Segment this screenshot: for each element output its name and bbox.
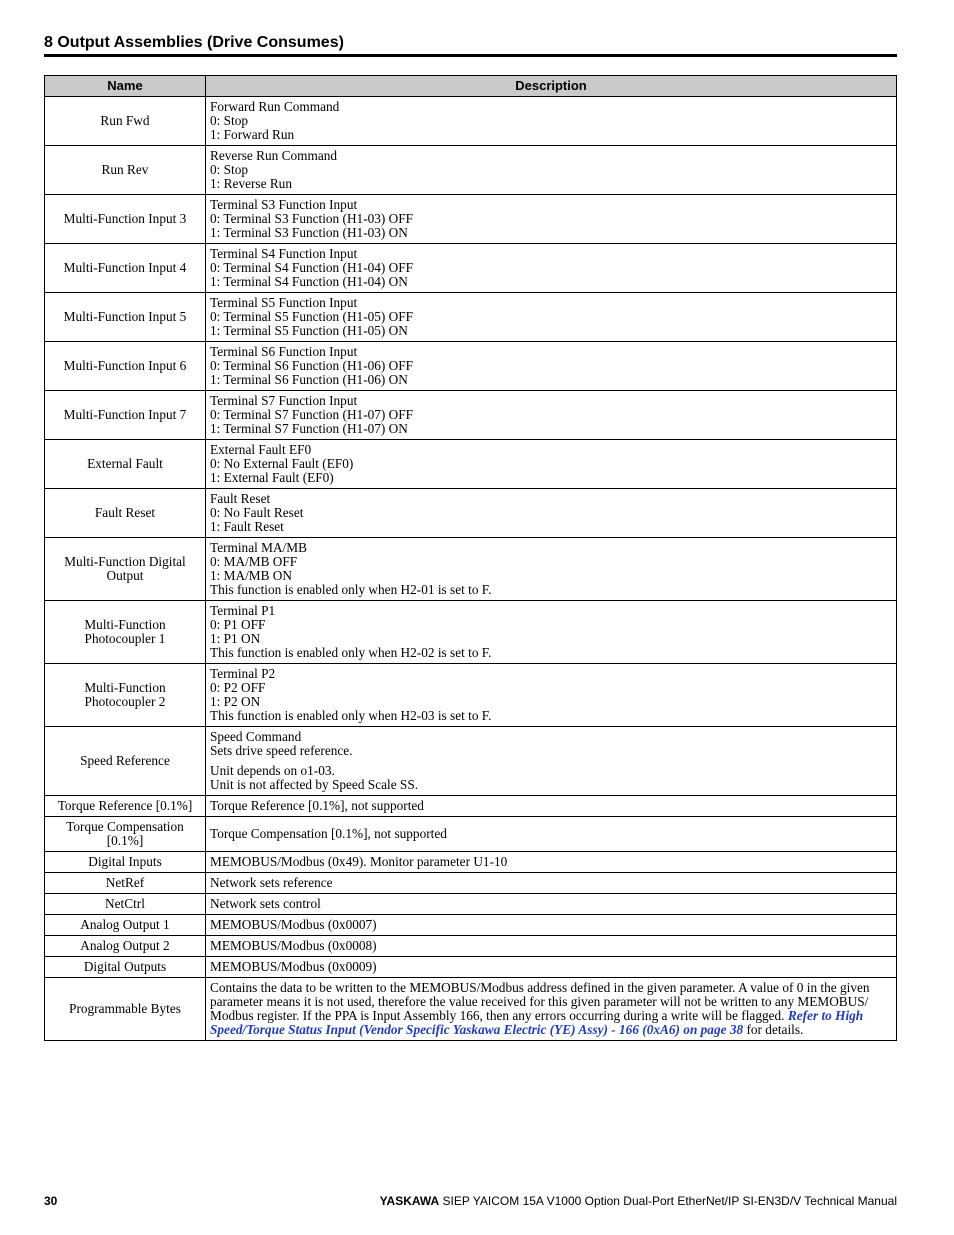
table-row (45, 957, 897, 978)
table-row (45, 244, 897, 293)
row-description-cell (206, 146, 897, 195)
row-name: NetCtrl (105, 895, 145, 911)
row-name: Digital Outputs (83, 958, 167, 974)
description-line: Terminal P2 (210, 665, 276, 681)
description-line: Fault Reset (210, 490, 271, 506)
row-name: Multi-Function Photocoupler 2 (84, 679, 166, 709)
row-description-cell (206, 489, 897, 538)
row-description-cell (206, 293, 897, 342)
row-name-cell (45, 727, 206, 796)
description-line: 0: Terminal S5 Function (H1-05) OFF (210, 308, 414, 324)
row-name-cell (45, 664, 206, 727)
row-name-cell (45, 978, 206, 1041)
row-name-cell (45, 538, 206, 601)
section-title: 8 Output Assemblies (Drive Consumes) (44, 34, 344, 51)
description-line: Unit is not affected by Speed Scale SS. (210, 776, 419, 792)
title-rule (44, 54, 897, 57)
row-name-cell (45, 817, 206, 852)
description-line: 1: P2 ON (210, 693, 261, 709)
description-line: 1: Reverse Run (210, 175, 292, 191)
table-header-row (45, 76, 897, 97)
brand-name: YASKAWA (379, 1194, 440, 1208)
description-line: 0: Terminal S3 Function (H1-03) OFF (210, 210, 414, 226)
description-line: 0: P1 OFF (210, 616, 266, 632)
table-row (45, 538, 897, 601)
row-description-cell (206, 391, 897, 440)
row-description-cell (206, 817, 897, 852)
row-description-cell (206, 957, 897, 978)
table-row (45, 915, 897, 936)
description-line: Terminal MA/MB (210, 539, 307, 555)
row-description-cell (206, 244, 897, 293)
row-description-cell (206, 873, 897, 894)
description-line: Terminal S4 Function Input (210, 245, 358, 261)
description-line: 1: Terminal S5 Function (H1-05) ON (210, 322, 408, 338)
row-name-cell (45, 97, 206, 146)
row-name: Analog Output 2 (80, 937, 170, 953)
row-description-cell (206, 97, 897, 146)
row-name: Digital Inputs (88, 853, 162, 869)
description-line: 0: Terminal S4 Function (H1-04) OFF (210, 259, 414, 275)
description-line: This function is enabled only when H2-01 is set to F. (210, 581, 492, 597)
description-line: 1: Terminal S6 Function (H1-06) ON (210, 371, 408, 387)
row-name: Multi-Function Photocoupler 1 (84, 616, 166, 646)
row-description-cell (206, 936, 897, 957)
description-line: This function is enabled only when H2-03 is set to F. (210, 707, 492, 723)
row-description-cell (206, 601, 897, 664)
description-line: Network sets reference (210, 874, 333, 890)
table-row (45, 664, 897, 727)
description-text: for details. (743, 1021, 804, 1037)
row-name: Torque Reference [0.1%] (57, 797, 193, 813)
manual-title-text: SIEP YAICOM 15A V1000 Option Dual-Port EtherNet/IP SI-EN3D/V Technical Manual (439, 1194, 897, 1208)
row-description-cell (206, 195, 897, 244)
table-row (45, 293, 897, 342)
row-description-cell (206, 342, 897, 391)
description-line: 0: Stop (210, 112, 249, 128)
row-name: Speed Reference (80, 752, 170, 768)
row-name: Run Rev (101, 161, 149, 177)
description-line: Torque Compensation [0.1%], not supported (210, 825, 447, 841)
table-row (45, 978, 897, 1041)
row-name: Analog Output 1 (80, 916, 170, 932)
description-line: 0: MA/MB OFF (210, 553, 298, 569)
row-name-cell (45, 894, 206, 915)
row-name-cell (45, 195, 206, 244)
description-line: 1: P1 ON (210, 630, 261, 646)
table-row (45, 342, 897, 391)
description-line: Forward Run Command (210, 98, 340, 114)
description-line: MEMOBUS/Modbus (0x0008) (210, 937, 377, 953)
row-name-cell (45, 873, 206, 894)
row-name-cell (45, 293, 206, 342)
row-name-cell (45, 936, 206, 957)
row-name: External Fault (87, 455, 163, 471)
row-name: Multi-Function Input 6 (63, 357, 187, 373)
row-name-cell (45, 915, 206, 936)
row-description-cell (206, 796, 897, 817)
description-line: 1: Terminal S7 Function (H1-07) ON (210, 420, 408, 436)
description-text: Contains the data to be written to the MEMOBUS/Modbus address defined in the given parameter. A value of 0 in the given parameter means it is not used, therefore the value received for this given parameter will not be written to any MEMOBUS/ Modbus register. If the PPA is Input Assembly 166, then any errors occurring during a write will be flagged. (210, 979, 870, 1023)
row-name-cell (45, 342, 206, 391)
row-name: Programmable Bytes (69, 1000, 181, 1016)
row-description-cell (206, 915, 897, 936)
description-line: Speed Command (210, 728, 302, 744)
description-line: 0: Stop (210, 161, 249, 177)
table-row (45, 601, 897, 664)
table-row (45, 817, 897, 852)
table-row (45, 440, 897, 489)
table-row (45, 97, 897, 146)
description-line: Terminal S5 Function Input (210, 294, 358, 310)
row-name-cell (45, 852, 206, 873)
description-line: 0: P2 OFF (210, 679, 266, 695)
row-description-cell (206, 978, 897, 1041)
row-name: Fault Reset (94, 504, 156, 520)
cross-reference-link[interactable]: Refer to High Speed/Torque Status Input (Vendor Specific Yaskawa Electric (YE) Assy) - 166 (0xA6) on page 38 (210, 1007, 864, 1037)
description-line: Unit depends on o1-03. (210, 762, 335, 778)
row-description-cell (206, 664, 897, 727)
description-line: Terminal S3 Function Input (210, 196, 358, 212)
table-row (45, 873, 897, 894)
description-line: This function is enabled only when H2-02 is set to F. (210, 644, 492, 660)
row-description-cell (206, 852, 897, 873)
table-row (45, 936, 897, 957)
row-name: Multi-Function Digital Output (64, 553, 186, 583)
row-name-cell (45, 440, 206, 489)
row-name: Multi-Function Input 4 (63, 259, 187, 275)
description-line: Sets drive speed reference. (210, 742, 353, 758)
row-description-cell (206, 727, 897, 796)
description-line: 0: Terminal S6 Function (H1-06) OFF (210, 357, 414, 373)
description-line: Terminal S7 Function Input (210, 392, 358, 408)
row-name-cell (45, 957, 206, 978)
row-name: Multi-Function Input 3 (63, 210, 187, 226)
row-description-cell (206, 538, 897, 601)
description-line: 1: Forward Run (210, 126, 295, 142)
row-description-cell (206, 894, 897, 915)
description-line: MEMOBUS/Modbus (0x0009) (210, 958, 377, 974)
row-name-cell (45, 146, 206, 195)
row-name-cell (45, 489, 206, 538)
table-row (45, 852, 897, 873)
column-header-description: Description (206, 76, 897, 97)
description-line: External Fault EF0 (210, 441, 312, 457)
row-name: Multi-Function Input 7 (63, 406, 187, 422)
row-name: Multi-Function Input 5 (63, 308, 187, 324)
description-line: 1: Terminal S4 Function (H1-04) ON (210, 273, 408, 289)
column-header-name: Name (45, 76, 206, 97)
description-line: 1: Fault Reset (210, 518, 284, 534)
description-line: MEMOBUS/Modbus (0x0007) (210, 916, 377, 932)
output-assemblies-table (44, 75, 897, 1041)
table-row (45, 727, 897, 796)
description-line: Terminal P1 (210, 602, 276, 618)
table-row (45, 195, 897, 244)
description-paragraph (210, 980, 870, 1037)
description-line: Network sets control (210, 895, 321, 911)
row-name: Run Fwd (100, 112, 150, 128)
table-row (45, 894, 897, 915)
description-line: 1: MA/MB ON (210, 567, 293, 583)
page-number: 30 (44, 1194, 58, 1208)
manual-title (380, 1194, 897, 1208)
description-line: 1: External Fault (EF0) (210, 469, 334, 485)
row-name-cell (45, 391, 206, 440)
row-name: Torque Compensation [0.1%] (66, 818, 184, 848)
description-line: 0: No External Fault (EF0) (210, 455, 354, 471)
table-row (45, 391, 897, 440)
description-line: Terminal S6 Function Input (210, 343, 358, 359)
row-name-cell (45, 601, 206, 664)
table-row (45, 796, 897, 817)
row-name: NetRef (105, 874, 145, 890)
row-description-cell (206, 440, 897, 489)
description-line: MEMOBUS/Modbus (0x49). Monitor parameter U1-10 (210, 853, 508, 869)
table-row (45, 489, 897, 538)
description-line: Reverse Run Command (210, 147, 338, 163)
row-name-cell (45, 796, 206, 817)
description-line: Torque Reference [0.1%], not supported (210, 797, 424, 813)
description-line: 0: No Fault Reset (210, 504, 304, 520)
description-line: 1: Terminal S3 Function (H1-03) ON (210, 224, 408, 240)
row-name-cell (45, 244, 206, 293)
description-line: 0: Terminal S7 Function (H1-07) OFF (210, 406, 414, 422)
table-row (45, 146, 897, 195)
